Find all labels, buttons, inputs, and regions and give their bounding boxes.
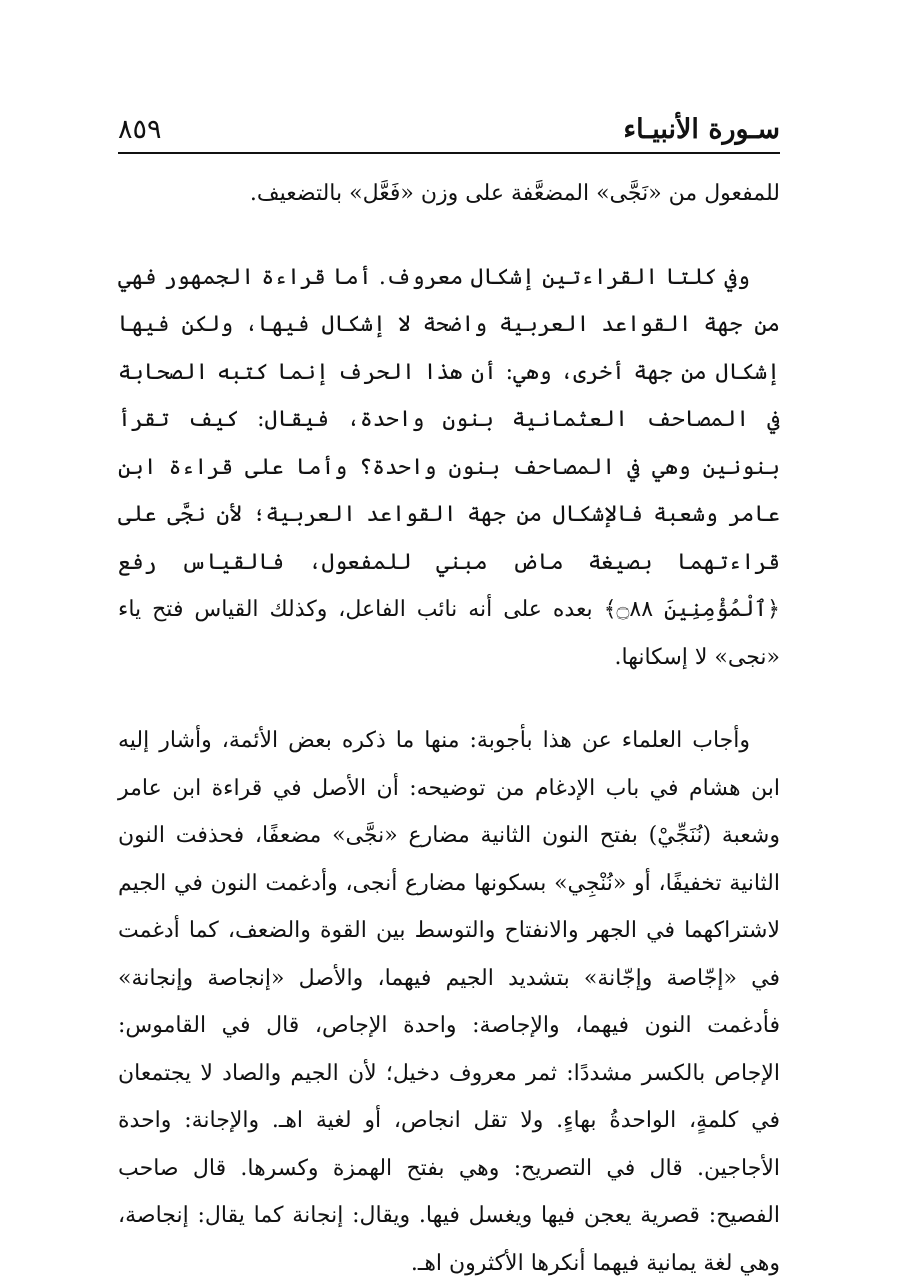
paragraph-gap xyxy=(118,218,780,254)
paragraph-scholars-answers: وأجاب العلماء عن هذا بأجوبة: منها ما ذكره بعض الأئمة، وأشار إليه ابن هشام في باب الإدغام من توضيحه: أن الأصل في قراءة ابن عامر وشعبة (نُنَجِّيْ) بفتح النون الثانية مضارع «نجَّى» مضعفًا، فحذفت النون الثانية تخفيفًا، أو «نُنْجِي» بسكونها مضارع أنجى، وأدغمت النون في الجيم لاشتراكهما في الجهر والانفتاح والتوسط بين القوة والضعف، كما أدغمت في «إجّاصة وإجّانة» بتشديد الجيم فيهما، والأصل «إنجاصة وإنجانة» فأدغمت النون فيهما، والإجاصة: واحدة الإجاص، قال في القاموس: الإجاص بالكسر مشددًا: ثمر معروف دخيل؛ لأن الجيم والصاد لا يجتمعان في كلمةٍ، الواحدةُ بهاءٍ. ولا تقل انجاص، أو لغية اهـ. والإجانة: واحدة الأجاجين. قال في التصريح: وهي بفتح الهمزة وكسرها. قال صاحب الفصيح: قصرية يعجن فيها ويغسل فيها. ويقال: إنجانة كما يقال: إنجاصة، وهي لغة يمانية فيهما أنكرها الأكثرون اهـ. xyxy=(118,728,781,1276)
page-body xyxy=(118,170,780,1287)
page-header xyxy=(118,110,780,152)
paragraph-continuation: للمفعول من «نَجَّى» المضعَّفة على وزن «فَعَّل» بالتضعيف. xyxy=(249,181,780,206)
header-divider xyxy=(118,152,780,154)
page-number: ٨٥٩ xyxy=(118,114,162,145)
surah-title: سـورة الأنبيـاء xyxy=(623,114,780,145)
paragraph-gap xyxy=(118,681,780,717)
paragraph-qiraat-problem: وفي كلتا القراءتين إشكال معروف. أما قراءة الجمهور فهي من جهة القواعد العربية واضحة لا إشكال فيها، ولكن فيها إشكال من جهة أخرى، وهي: أن هذا الحرف إنما كتبه الصحابة في المصاحف العثمانية بنون واحدة، فيقال: كيف تقرأ بنونين وهي في المصاحف بنون واحدة؟ وأما على قراءة ابن عامر وشعبة فالإشكال من جهة القواعد العربية؛ لأن نجَّى على قراءتهما بصيغة ماض مبني للمفعول، فالقياس رفع ﴿ٱلْمُؤْمِنِينَ ۝٨٨﴾ بعده على أنه نائب الفاعل، وكذلك القياس فتح ياء «نجى» لا إسكانها. xyxy=(118,264,781,670)
